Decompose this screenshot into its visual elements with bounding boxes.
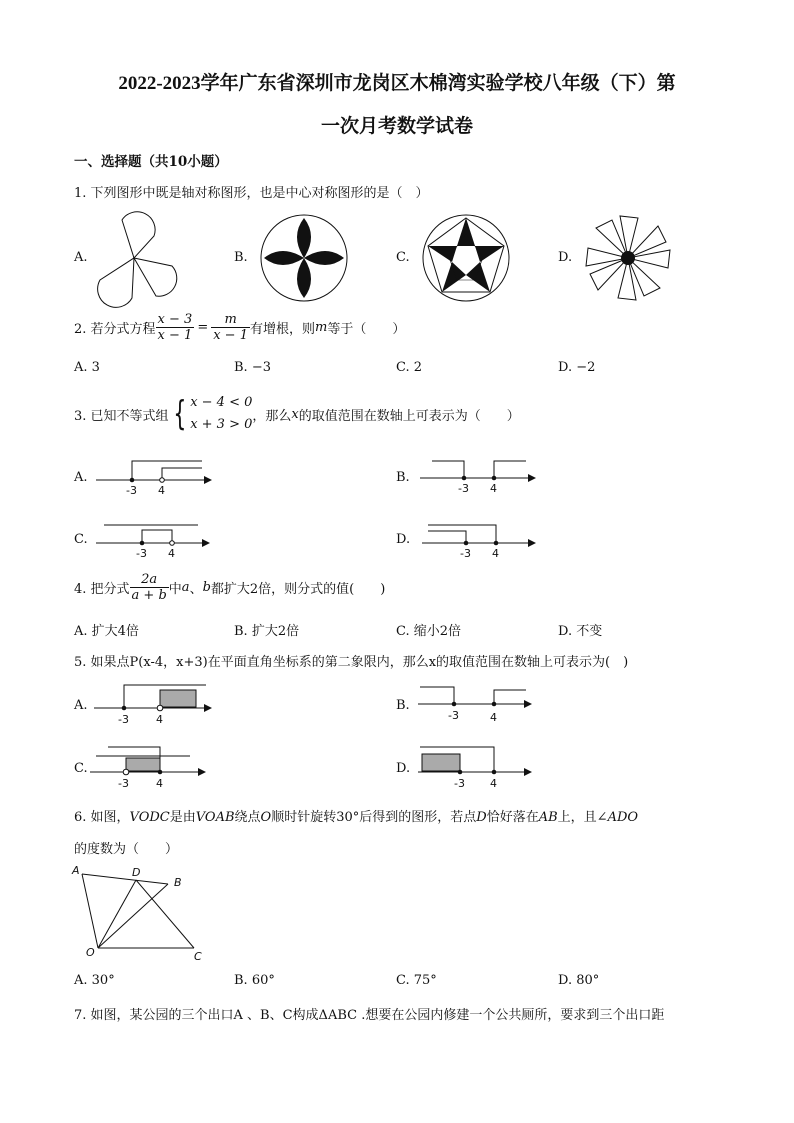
q5-numberline-a [92, 680, 218, 726]
q4-var-a: a [181, 580, 190, 595]
q4-fraction [130, 572, 169, 603]
q6-part: 恰好落在 [486, 810, 539, 825]
q4-mid1: 中 [168, 582, 182, 597]
q6-label-d: D [132, 866, 141, 879]
q6-part: 上，且∠ [557, 810, 608, 825]
q1-label-b: B. [234, 250, 248, 265]
q6-tri-oab: VOAB [195, 810, 235, 825]
q5c-tick-neg3: -3 [118, 777, 129, 790]
q3-inequality-2: x + 3 > 0 [190, 417, 253, 432]
q3c-tick-4: 4 [168, 547, 175, 560]
q6-label-c: C [194, 950, 202, 963]
q6-segment-ab: AB [538, 810, 558, 825]
q2-frac2-numerator: m [211, 312, 250, 328]
q6-triangle-figure [70, 860, 220, 966]
q4-option-a: A. 扩大4倍 [74, 624, 139, 639]
page-title-line1: 2022-2023学年广东省深圳市龙岗区木棉湾实验学校八年级（下）第 [118, 73, 676, 94]
q6-tri-odc: VODC [129, 810, 170, 825]
q1-figure-d-pinwheel [580, 210, 676, 306]
q2-frac2-denominator: x − 1 [213, 328, 248, 343]
q6-part: 绕点 [234, 810, 261, 825]
question-3 [74, 392, 520, 436]
q5b-tick-neg3: -3 [448, 709, 459, 722]
q2-suffix: 有增根，则 [249, 322, 315, 337]
q6-option-d: D. 80° [558, 973, 600, 988]
q6-point-o: O [260, 810, 272, 825]
q3-var-x: x [291, 406, 299, 422]
q6-option-a: A. 30° [74, 973, 115, 988]
q5d-tick-4: 4 [490, 777, 497, 790]
question-1-text: 1. 下列图形中既是轴对称图形，也是中心对称图形的是（ ） [74, 186, 429, 201]
q2-prefix: 2. 若分式方程 [74, 322, 156, 337]
page-title-line2: 一次月考数学试卷 [320, 116, 473, 137]
q6-label-b: B [174, 876, 182, 889]
q2-fraction-2 [211, 312, 250, 343]
q4-frac-numerator: 2a [130, 572, 169, 588]
question-6-line1 [74, 806, 638, 825]
q6-part: 是由 [169, 810, 196, 825]
q1-figure-c-star [420, 212, 512, 304]
q5b-tick-4: 4 [490, 711, 497, 724]
q6-part: 6. 如图， [74, 810, 130, 825]
q4-frac-denominator: a + b [131, 588, 167, 603]
q2-var-m: m [315, 320, 328, 335]
q5c-tick-4: 4 [156, 777, 163, 790]
q3d-tick-4: 4 [492, 547, 499, 560]
q3-suffix2: 的取值范围在数轴上可表示为（ ） [298, 408, 520, 424]
q3a-tick-neg3: -3 [126, 484, 137, 497]
q5-numberline-b [416, 680, 542, 726]
q1-label-c: C. [396, 250, 410, 265]
q1-figure-b-petals [258, 212, 350, 304]
q2-fraction-1 [156, 312, 195, 343]
q3-numberline-c [94, 518, 218, 562]
question-7-text: 7. 如图，某公园的三个出口A 、B、C构成ΔABC .想要在公园内修建一个公共厕所，要求到三个出口距 [74, 1008, 665, 1023]
q3c-tick-neg3: -3 [136, 547, 147, 560]
q6-part: 顺时针旋转30°后得到的图形，若点 [271, 810, 477, 825]
q3-numberline-a [94, 455, 218, 499]
section-heading: 一、选择题（共10小题） [74, 154, 228, 170]
q4-sep: 、 [189, 582, 203, 597]
q3-numberline-d [420, 518, 544, 562]
q5-label-b: B. [396, 698, 410, 713]
q1-label-d: D. [558, 250, 573, 265]
q2-option-c: C. 2 [396, 360, 423, 375]
q3-numberline-b [418, 455, 542, 499]
question-5-text: 5. 如果点P(x-4，x+3)在平面直角坐标系的第二象限内，那么x的取值范围在数轴上可表示为( ) [74, 655, 629, 670]
q4-var-b: b [202, 580, 211, 595]
q2-frac1-numerator: x − 3 [157, 312, 193, 327]
q6-label-o: O [86, 946, 95, 959]
q3-prefix: 3. 已知不等式组 [74, 408, 169, 424]
question-6-line2: 的度数为（ ） [74, 842, 179, 857]
q3-label-c: C. [74, 532, 88, 547]
q4-option-d: D. 不变 [558, 624, 603, 639]
q5a-tick-neg3: -3 [118, 713, 129, 726]
q5-label-a: A. [74, 698, 88, 713]
q3-suffix1: ，那么 [252, 408, 292, 424]
q4-option-c: C. 缩小2倍 [396, 624, 462, 639]
q3-label-d: D. [396, 532, 411, 547]
question-2 [74, 312, 405, 343]
q4-mid2: 都扩大2倍，则分式的值( ) [210, 582, 386, 597]
q3-inequality-1: x − 4 < 0 [190, 395, 253, 410]
q6-angle-ado: ADO [607, 810, 639, 825]
question-4 [74, 572, 385, 603]
q5-numberline-d [416, 742, 542, 790]
q2-equals: = [197, 320, 209, 335]
q3b-tick-neg3: -3 [458, 482, 469, 495]
q5-label-d: D. [396, 761, 411, 776]
q3-brace: { [172, 394, 186, 434]
q3-label-b: B. [396, 470, 410, 485]
q2-option-a: A. 3 [74, 360, 100, 375]
q2-frac1-denominator: x − 1 [157, 328, 193, 343]
q6-option-c: C. 75° [396, 973, 437, 988]
q4-prefix: 4. 把分式 [74, 582, 130, 597]
q3a-tick-4: 4 [158, 484, 165, 497]
q2-option-b: B. −3 [234, 360, 271, 375]
q5a-tick-4: 4 [156, 713, 163, 726]
q6-option-b: B. 60° [234, 973, 275, 988]
q6-point-d: D [476, 810, 487, 825]
q4-option-b: B. 扩大2倍 [234, 624, 300, 639]
q3d-tick-neg3: -3 [460, 547, 471, 560]
q5-label-c: C. [74, 761, 88, 776]
q5-numberline-c [88, 742, 214, 790]
q5d-tick-neg3: -3 [454, 777, 465, 790]
q2-end: 等于（ ） [327, 322, 406, 337]
q3-system [190, 392, 252, 436]
q1-figure-a-fan [92, 210, 192, 310]
q3b-tick-4: 4 [490, 482, 497, 495]
q1-label-a: A. [74, 250, 88, 265]
q2-option-d: D. −2 [558, 360, 596, 375]
q3-label-a: A. [74, 470, 88, 485]
q6-label-a: A [72, 864, 80, 877]
